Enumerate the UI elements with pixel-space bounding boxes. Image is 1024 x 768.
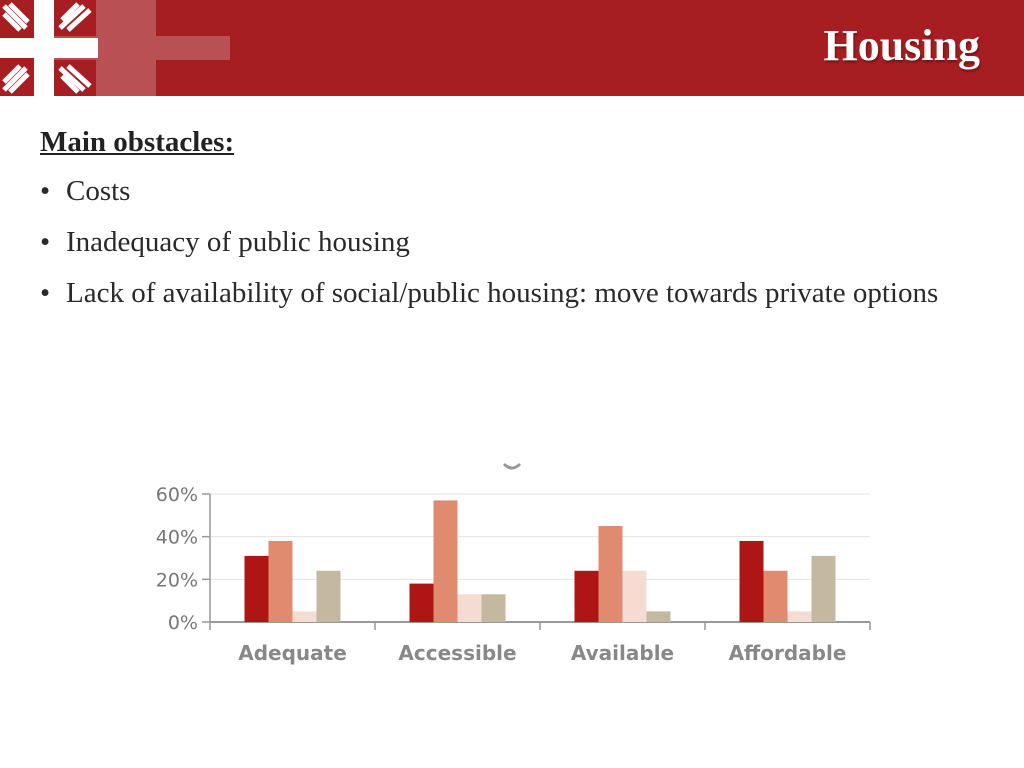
bullet-icon: • [40, 175, 51, 207]
bar [458, 594, 482, 622]
bar [599, 526, 623, 622]
y-tick-label: 60% [155, 484, 198, 506]
x-tick-label: Accessible [398, 641, 517, 665]
slide-content [40, 126, 980, 326]
x-tick-label: Adequate [238, 641, 347, 665]
chart-svg [140, 462, 880, 677]
bar [410, 584, 434, 622]
bar [434, 500, 458, 622]
bar [269, 541, 293, 622]
housing-bar-chart [140, 462, 880, 677]
bar [812, 556, 836, 622]
list-item [40, 224, 980, 260]
bar [764, 571, 788, 622]
bar [623, 571, 647, 622]
bar [245, 556, 269, 622]
bullet-text: Inadequacy of public housing [66, 226, 410, 258]
header-bar [0, 0, 1024, 96]
bar [740, 541, 764, 622]
list-item [40, 173, 980, 209]
bullet-icon: • [40, 226, 51, 258]
caritas-logo-icon [0, 0, 240, 96]
x-tick-label: Affordable [728, 641, 847, 665]
bar [575, 571, 599, 622]
bar [317, 571, 341, 622]
y-tick-label: 40% [155, 526, 198, 549]
bar [788, 611, 812, 622]
obstacles-list [40, 173, 980, 311]
bar [647, 611, 671, 622]
bar [482, 594, 506, 622]
bullet-icon: • [40, 277, 51, 309]
obstacles-heading: Main obstacles: [40, 126, 235, 158]
page-title: Housing [823, 21, 980, 70]
y-tick-label: 0% [167, 612, 198, 634]
y-tick-label: 20% [155, 569, 198, 592]
list-item [40, 275, 980, 311]
bullet-text: Costs [66, 175, 131, 207]
x-tick-label: Available [570, 641, 675, 665]
bar [293, 611, 317, 622]
bullet-text: Lack of availability of social/public housing: move towards private options [66, 277, 939, 309]
chart-fragment-icon [504, 464, 520, 468]
